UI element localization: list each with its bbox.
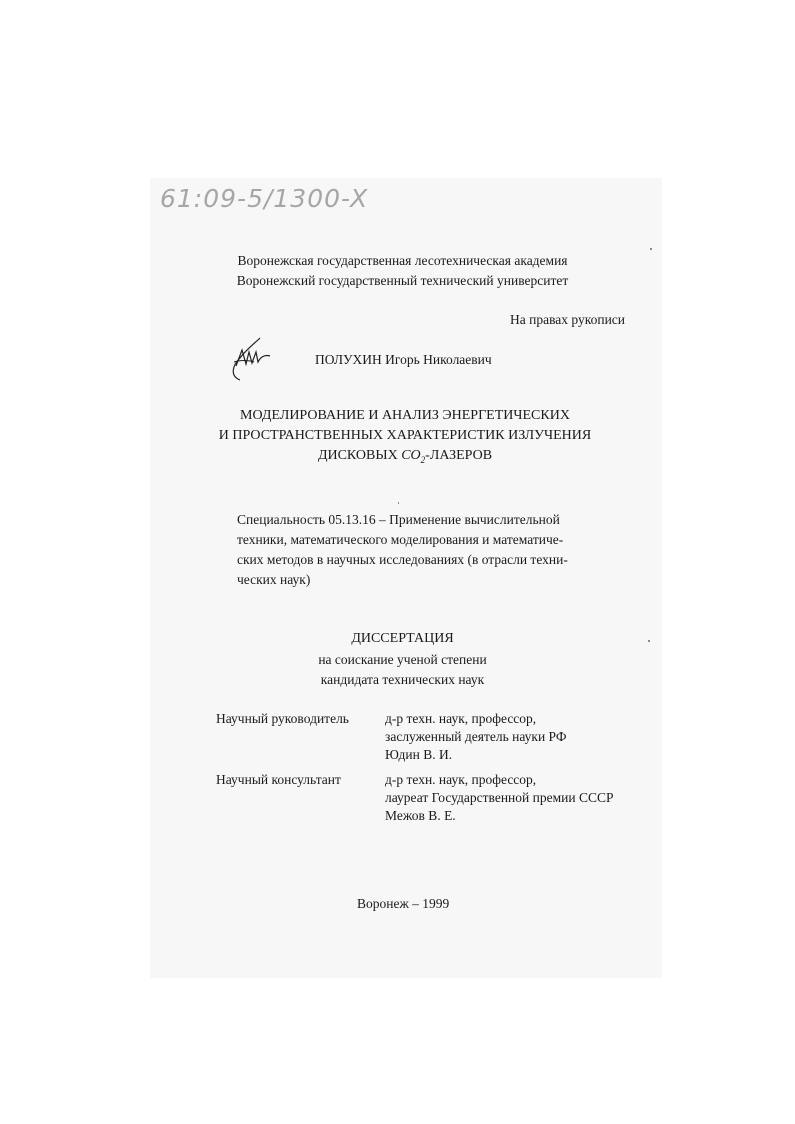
- specialty-line-2: техники, математического моделирования и математиче-: [237, 532, 564, 547]
- consultant-degree: д-р техн. наук, профессор,: [385, 772, 537, 787]
- consultant-title: лауреат Государственной премии СССР: [385, 790, 614, 805]
- supervisor-name: Юдин В. И.: [385, 747, 453, 762]
- title-line-1: МОДЕЛИРОВАНИЕ И АНАЛИЗ ЭНЕРГЕТИЧЕСКИХ: [240, 408, 570, 423]
- institutions: [220, 252, 585, 290]
- dissertation-block: [220, 630, 585, 689]
- institution-line-2: Воронежский государственный технический университет: [236, 273, 569, 288]
- scan-speck: [398, 502, 399, 504]
- author-name: [315, 351, 492, 369]
- title-line-3-prefix: ДИСКОВЫХ: [317, 448, 402, 463]
- dissertation-degree: кандидата технических наук: [320, 672, 485, 687]
- supervisor-role: Научный руководитель: [216, 711, 349, 726]
- specialty-paragraph: [237, 510, 570, 590]
- dissertation-purpose: на соискание ученой степени: [318, 652, 487, 667]
- co2-formula: [401, 448, 425, 463]
- consultant-details: [385, 771, 613, 825]
- specialty-line-4: ческих наук): [237, 572, 311, 587]
- scan-speck: [650, 248, 652, 250]
- author-given-names: Игорь Николаевич: [385, 352, 492, 367]
- co2-formula-subscript: 2: [420, 454, 426, 465]
- specialty-line-1: Специальность 05.13.16 – Применение вычислительной: [237, 512, 560, 527]
- supervisor-degree: д-р техн. наук, профессор,: [385, 711, 537, 726]
- title-line-3: [200, 446, 610, 466]
- supervisor-title: заслуженный деятель науки РФ: [385, 729, 567, 744]
- manuscript-rights: На правах рукописи: [510, 312, 626, 327]
- library-stamp-number: 61:09-5/1300-X: [160, 184, 369, 213]
- scan-speck: [648, 640, 650, 642]
- consultant-name: Межов В. Е.: [385, 808, 456, 823]
- dissertation-type: ДИССЕРТАЦИЯ: [351, 631, 454, 646]
- institution-line-1: Воронежская государственная лесотехническая академия: [237, 253, 568, 268]
- title-line-2: И ПРОСТРАНСТВЕННЫХ ХАРАКТЕРИСТИК ИЗЛУЧЕНИЯ: [218, 428, 592, 443]
- consultant-role: Научный консультант: [216, 772, 341, 787]
- author-signature: [226, 336, 272, 384]
- author-surname: ПОЛУХИН: [315, 352, 382, 367]
- title-line-3-suffix: -ЛАЗЕРОВ: [425, 448, 493, 463]
- place-year: Воронеж – 1999: [357, 896, 450, 911]
- dissertation-title: [200, 406, 610, 466]
- co2-formula-main: CO: [401, 448, 421, 463]
- supervisor-details: [385, 710, 567, 764]
- specialty-line-3: ских методов в научных исследованиях (в отрасли техни-: [237, 552, 568, 567]
